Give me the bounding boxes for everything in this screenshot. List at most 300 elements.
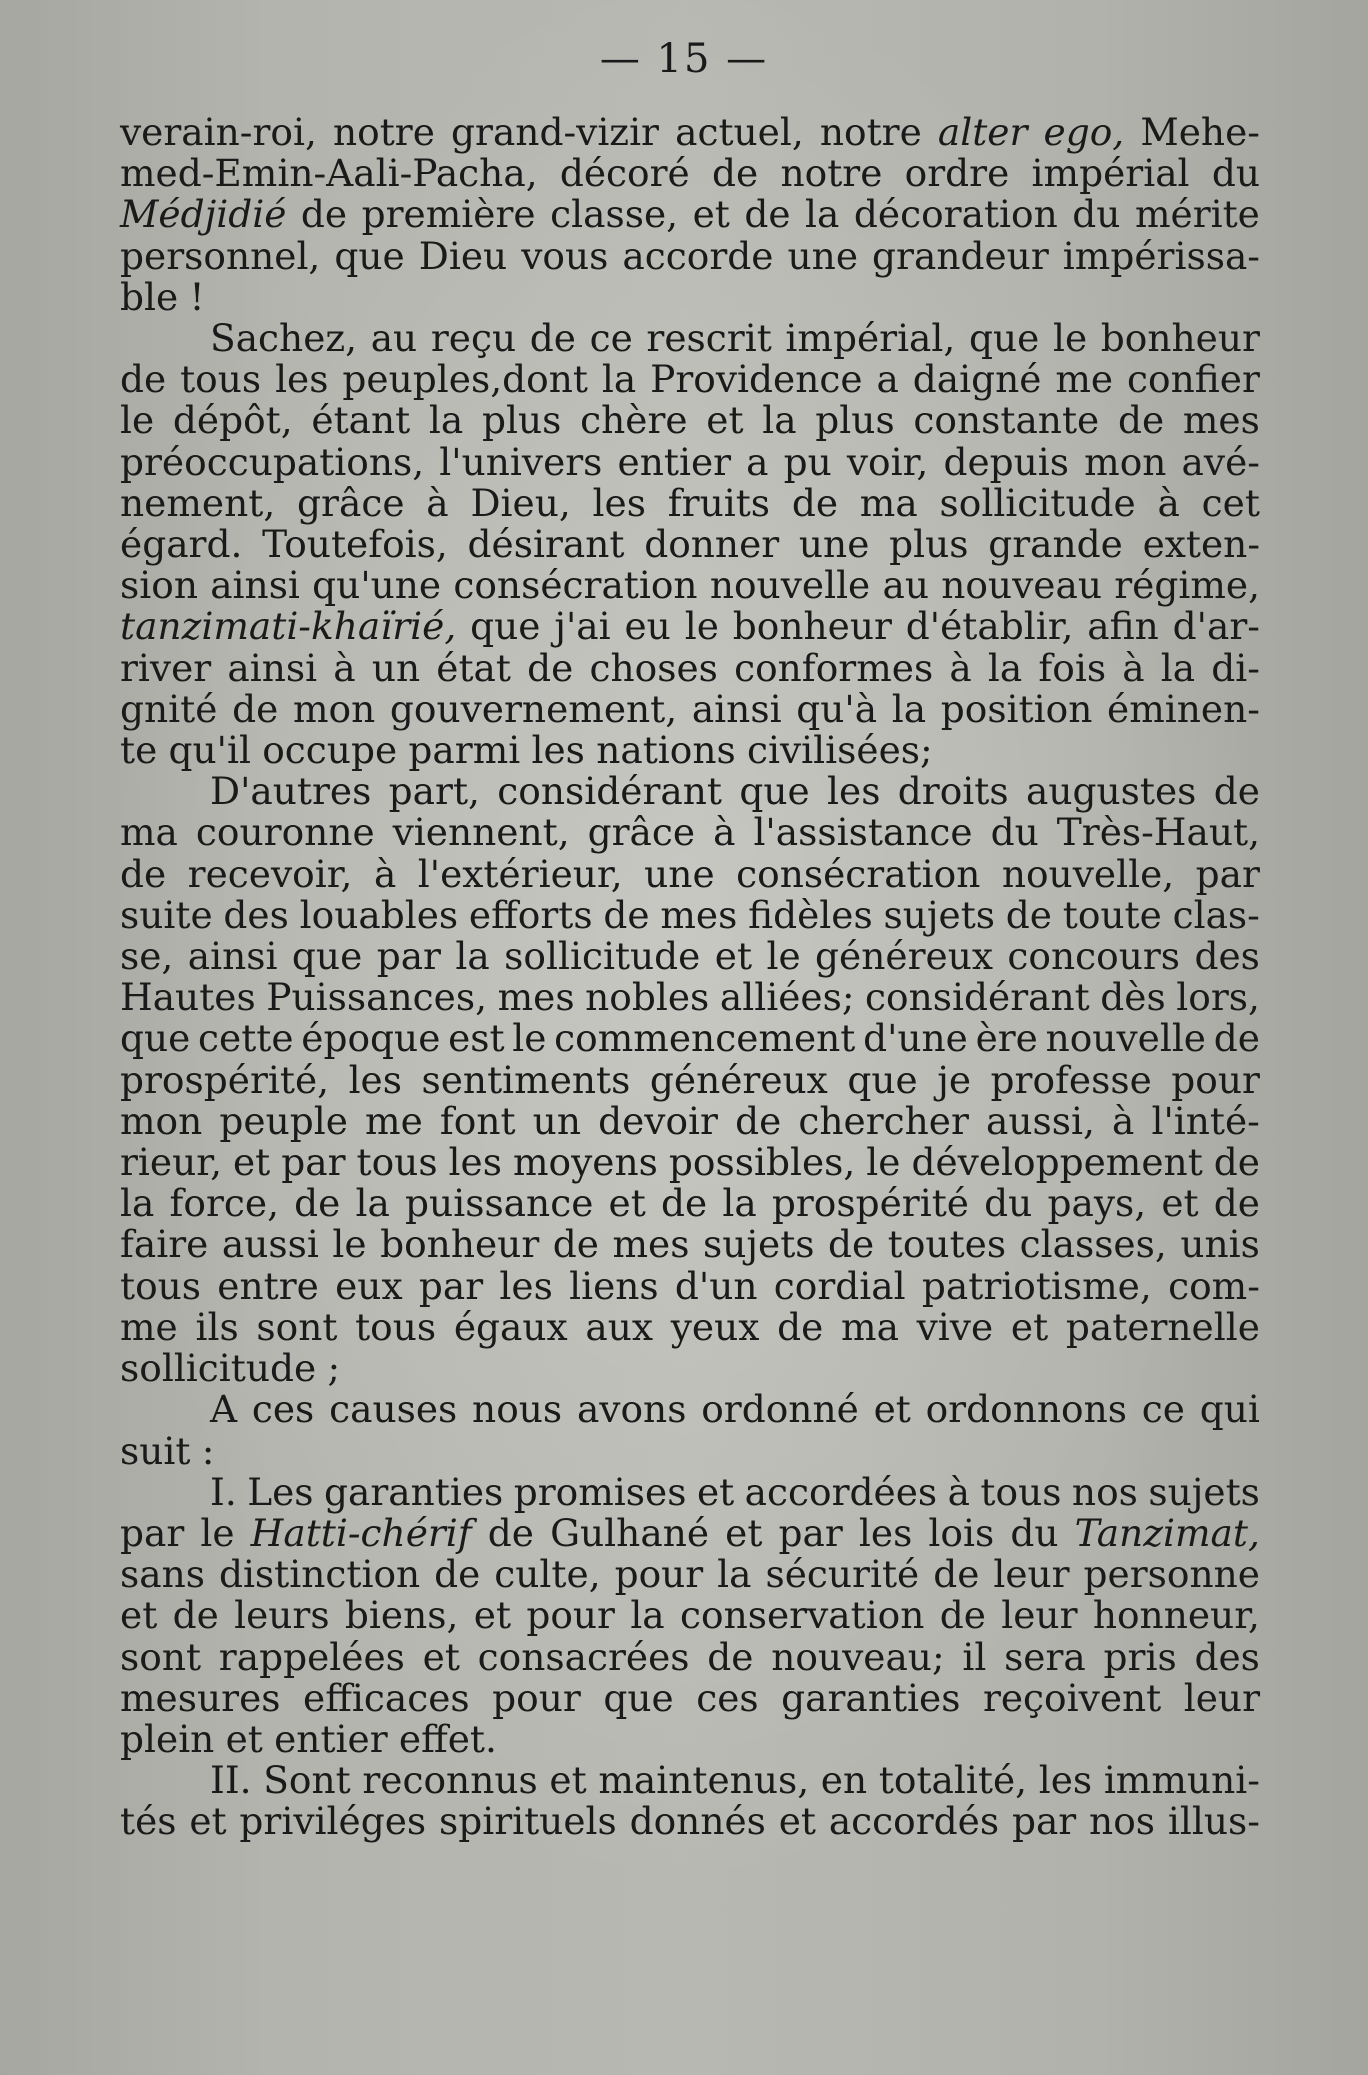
word: lors,	[1176, 975, 1260, 1020]
word: A	[210, 1387, 238, 1432]
word: Hautes	[120, 975, 256, 1020]
word: le	[766, 934, 801, 979]
word: notre	[780, 151, 883, 196]
word: distinction	[218, 1552, 421, 1597]
text-line	[120, 1098, 1260, 1143]
word: eux	[335, 1263, 403, 1308]
word: ce	[1141, 1387, 1185, 1432]
word: me	[120, 1304, 178, 1349]
text-line	[120, 1183, 1260, 1224]
word: que	[120, 1016, 191, 1061]
word: de	[744, 192, 791, 237]
word: de	[120, 357, 167, 402]
word: ces	[696, 1675, 759, 1720]
text-line	[120, 274, 1260, 319]
word: !	[189, 274, 205, 319]
word: grandeur	[872, 233, 1049, 278]
word: sollicitude	[504, 934, 701, 979]
word: de	[1005, 892, 1052, 937]
word: Dieu,	[470, 480, 571, 525]
word: leur	[993, 1552, 1070, 1597]
word: ma	[859, 480, 918, 525]
word: fruits	[667, 480, 771, 525]
word: de	[300, 192, 348, 237]
word: par	[120, 1510, 185, 1555]
word: sentiments	[421, 1057, 631, 1102]
word: la	[717, 1552, 752, 1597]
word: Hatti-chérif	[250, 1510, 472, 1555]
word: honneur,	[1092, 1593, 1260, 1638]
word: grande	[988, 522, 1123, 567]
word: avons	[576, 1387, 687, 1432]
word: et	[225, 1716, 263, 1761]
word: parmi	[408, 728, 521, 773]
word: constante	[913, 398, 1100, 443]
word: eu	[624, 604, 671, 649]
word: du	[984, 1181, 1033, 1226]
word: entier	[274, 1716, 388, 1761]
word: mes	[612, 1222, 690, 1267]
word: fidèles	[748, 892, 873, 937]
word: personne	[1083, 1552, 1260, 1597]
text-line	[120, 524, 1260, 565]
word: préoccupations,	[120, 439, 425, 484]
word: ordonné	[701, 1387, 859, 1432]
text-line	[120, 851, 1260, 896]
word: la	[987, 645, 1023, 690]
word: afin	[1087, 604, 1159, 649]
word: accordées	[744, 1469, 938, 1514]
word: mon	[120, 1098, 203, 1143]
word: ce	[589, 316, 633, 361]
word: fois	[1038, 645, 1107, 690]
text-line	[120, 606, 1260, 647]
word: de	[939, 1593, 986, 1638]
word: daigné	[912, 357, 1042, 402]
word: chère	[580, 398, 688, 443]
word: liens	[569, 1263, 659, 1308]
word: leurs	[234, 1593, 330, 1638]
word: pour	[1171, 1057, 1260, 1102]
word: développement	[911, 1140, 1203, 1185]
word: concours	[1007, 934, 1181, 979]
word: ordre	[904, 151, 1010, 196]
word: de	[434, 1552, 481, 1597]
word: gouvernement,	[389, 686, 678, 731]
text-line	[120, 1389, 1260, 1430]
word: considérant	[497, 769, 722, 814]
word: j'ai	[554, 604, 611, 649]
word: pour	[614, 1552, 704, 1597]
word: lois	[928, 1510, 995, 1555]
word: devoir	[598, 1098, 718, 1143]
word: totalité,	[878, 1758, 1028, 1803]
word: d'un	[674, 1263, 758, 1308]
word: désirant	[467, 522, 625, 567]
word: ils	[195, 1304, 239, 1349]
word: qu'à	[796, 686, 878, 731]
word: II.	[210, 1758, 252, 1803]
text-line	[120, 565, 1260, 606]
word: ordonnons	[925, 1387, 1127, 1432]
word: la	[891, 686, 927, 731]
word: du	[1010, 1510, 1059, 1555]
word: la	[1160, 645, 1196, 690]
word: pays,	[1047, 1181, 1147, 1226]
word: garanties	[323, 1469, 504, 1514]
word: biens,	[344, 1593, 459, 1638]
word: pour	[526, 1593, 615, 1638]
word: med-Emin-Aali-Pacha,	[120, 151, 538, 196]
word: le	[866, 1140, 901, 1185]
word: impérial,	[785, 316, 956, 361]
word: de	[294, 1181, 341, 1226]
text-line	[120, 1142, 1260, 1183]
word: la	[355, 1181, 390, 1226]
word: louables	[299, 892, 459, 937]
word: nement,	[120, 480, 276, 525]
word: ma	[120, 810, 178, 855]
word: à	[373, 851, 397, 896]
word: l'univers	[439, 439, 603, 484]
word: que	[291, 934, 363, 979]
word: river	[120, 645, 212, 690]
text-line	[120, 153, 1260, 194]
word: toutes	[887, 1222, 1007, 1267]
word: égard.	[120, 522, 243, 567]
word: généreux	[815, 934, 994, 979]
word: que	[603, 1675, 674, 1720]
word: plus	[815, 398, 895, 443]
word: de	[791, 480, 839, 525]
word: de	[777, 1304, 824, 1349]
word: généreux	[649, 1057, 828, 1102]
word: garanties	[781, 1675, 961, 1720]
word: me	[365, 1098, 423, 1143]
word: dépôt,	[172, 398, 293, 443]
word: droits	[897, 769, 1009, 814]
text-line	[120, 194, 1260, 235]
word: de	[1117, 398, 1165, 443]
word: consacrées	[477, 1634, 690, 1679]
word: cordial	[773, 1263, 906, 1308]
word: Toutefois,	[262, 522, 448, 567]
word: à	[1122, 645, 1145, 690]
word: sans	[120, 1552, 205, 1597]
word: ces	[251, 1387, 315, 1432]
word: reconnus	[362, 1758, 538, 1803]
word: de	[933, 1552, 980, 1597]
text-line	[120, 1595, 1260, 1636]
word: sujets	[883, 892, 996, 937]
word: tous	[180, 357, 262, 402]
word: à	[426, 480, 449, 525]
word: accorde	[622, 233, 774, 278]
word: grâce	[297, 480, 405, 525]
word: causes	[329, 1387, 458, 1432]
text-line	[120, 318, 1260, 359]
word: nouvelle	[709, 563, 871, 608]
text-line	[120, 1348, 1260, 1389]
word: com-	[1168, 1263, 1260, 1308]
word: donner	[644, 522, 780, 567]
word: par	[1011, 1799, 1077, 1844]
word: conformes	[734, 645, 934, 690]
word: nous	[472, 1387, 563, 1432]
word: Très-Haut,	[1056, 810, 1260, 855]
word: et	[1161, 1181, 1199, 1226]
word: sollicitude	[939, 480, 1136, 525]
word: de	[1213, 1140, 1260, 1185]
word: suite	[120, 892, 213, 937]
word: ainsi	[210, 563, 300, 608]
text-line	[120, 892, 1260, 937]
page-number: — 15 —	[599, 36, 769, 82]
word: rieur,	[120, 1140, 222, 1185]
word: patriotisme,	[921, 1263, 1152, 1308]
word: sujets	[1148, 1469, 1260, 1514]
word: et	[473, 1593, 512, 1638]
text-line	[120, 112, 1260, 153]
word: à	[333, 645, 356, 690]
word: ble	[120, 274, 179, 319]
word: que	[847, 1057, 918, 1102]
word: de	[707, 1634, 754, 1679]
word: me	[1055, 357, 1114, 402]
text-line	[120, 1263, 1260, 1308]
word: au	[882, 563, 929, 608]
word: à	[1112, 1098, 1135, 1143]
word: première	[361, 192, 536, 237]
word: la	[428, 398, 464, 443]
word: Dieu	[418, 233, 508, 278]
word: pris	[1103, 1634, 1177, 1679]
word: et	[692, 192, 730, 237]
word: plus	[889, 522, 969, 567]
word: avé-	[1181, 439, 1260, 484]
word: les	[275, 357, 329, 402]
word: de	[735, 1098, 782, 1143]
word: part,	[388, 769, 480, 814]
word: :	[201, 1428, 215, 1473]
word: nos	[1089, 1799, 1156, 1844]
word: des	[1194, 934, 1260, 979]
text-line	[120, 1554, 1260, 1595]
word: une	[798, 522, 870, 567]
body-text	[120, 112, 1260, 1843]
word: à	[713, 810, 736, 855]
word: paternelle	[1065, 1304, 1260, 1349]
word: époque	[301, 1016, 441, 1061]
word: les	[858, 1510, 913, 1555]
word: aux	[585, 1304, 654, 1349]
word: la	[722, 1181, 757, 1226]
word: la	[120, 1181, 155, 1226]
word: grand-vizir	[451, 110, 659, 154]
text-line	[120, 359, 1260, 400]
word: de	[712, 151, 759, 196]
word: une	[644, 851, 715, 896]
word: I.	[210, 1469, 237, 1514]
word: sion	[120, 563, 198, 608]
word: mes	[660, 892, 738, 937]
text-line	[120, 1716, 1260, 1761]
word: alliées;	[719, 975, 855, 1020]
word: spirituels	[438, 1799, 617, 1844]
word: de	[527, 645, 574, 690]
word: yeux	[670, 1304, 760, 1349]
word: recevoir,	[187, 851, 353, 896]
word: Sachez,	[210, 316, 358, 361]
word: de	[552, 1222, 599, 1267]
word: étant	[311, 398, 411, 443]
word: au	[370, 316, 418, 361]
word: le	[684, 604, 719, 649]
word: et	[608, 1181, 646, 1226]
word: Médjidié	[120, 192, 287, 237]
word: et	[232, 1140, 271, 1185]
word: rappelées	[218, 1634, 405, 1679]
word: viennent,	[392, 810, 570, 855]
word: par	[418, 1263, 484, 1308]
word: clas-	[1172, 892, 1260, 937]
text-line	[120, 480, 1260, 525]
word: peuples,dont	[342, 357, 588, 402]
text-line	[120, 977, 1260, 1018]
word: gnité	[120, 686, 218, 731]
word: classes,	[1019, 1222, 1167, 1267]
text-line	[120, 730, 1260, 771]
word: commencement	[554, 1016, 856, 1061]
word: nobles	[585, 975, 710, 1020]
word: personnel,	[120, 233, 321, 278]
word: à	[949, 645, 972, 690]
word: de	[232, 686, 279, 731]
word: que	[334, 233, 405, 278]
text-line	[120, 686, 1260, 731]
word: Gulhané	[550, 1510, 710, 1555]
text-line	[120, 645, 1260, 690]
word: force,	[169, 1181, 280, 1226]
text-line	[120, 1634, 1260, 1679]
word: d'une	[863, 1016, 968, 1061]
word: nouveau	[941, 563, 1102, 608]
word: et	[714, 934, 753, 979]
word: et	[1010, 1304, 1049, 1349]
word: sont	[120, 1634, 202, 1679]
word: voir,	[846, 439, 929, 484]
word: cet	[1201, 480, 1260, 525]
word: de	[1213, 769, 1260, 814]
word: couronne	[195, 810, 375, 855]
word: reçu	[430, 316, 517, 361]
text-line	[120, 1760, 1260, 1801]
word: de	[120, 851, 167, 896]
word: et	[873, 1387, 911, 1432]
word: vous	[521, 233, 609, 278]
word: des	[1194, 1634, 1260, 1679]
word: l'inté-	[1151, 1098, 1260, 1143]
word: et	[696, 1469, 735, 1514]
word: par	[376, 934, 441, 979]
word: suit	[120, 1428, 191, 1473]
word: exten-	[1142, 522, 1260, 567]
word: et	[778, 1799, 816, 1844]
word: reçoivent	[982, 1675, 1162, 1720]
word: effet.	[398, 1716, 497, 1761]
word: puissance	[405, 1181, 594, 1226]
word: considérant	[865, 975, 1090, 1020]
word: et	[549, 1758, 587, 1803]
word: la	[762, 398, 797, 443]
word: alter	[937, 110, 1028, 154]
word: a	[746, 439, 769, 484]
word: possibles,	[668, 1140, 856, 1185]
word: culte,	[494, 1552, 601, 1597]
word: mesures	[120, 1675, 281, 1720]
word: par	[778, 1510, 843, 1555]
word: d'ar-	[1172, 604, 1260, 649]
text-line	[120, 233, 1260, 278]
word: un	[532, 1098, 581, 1143]
word: et	[189, 1799, 227, 1844]
text-line	[120, 439, 1260, 484]
word: vive	[916, 1304, 994, 1349]
word: par	[1195, 851, 1260, 896]
word: de	[172, 1593, 219, 1638]
word: il	[962, 1634, 987, 1679]
word: se,	[120, 934, 174, 979]
word: tous	[120, 1263, 202, 1308]
word: nouvelle,	[1001, 851, 1175, 896]
word: efficaces	[303, 1675, 470, 1720]
word: de	[828, 1222, 875, 1267]
word: que	[739, 769, 810, 814]
word: ainsi	[227, 645, 318, 690]
word: consécration	[453, 563, 698, 608]
word: augustes	[1025, 769, 1197, 814]
word: sollicitude	[120, 1346, 317, 1391]
word: qu'une	[312, 563, 442, 608]
word: et	[422, 1634, 460, 1679]
word: bonheur	[1100, 316, 1260, 361]
word: Les	[247, 1469, 314, 1514]
word: les	[348, 1057, 402, 1102]
word: verain-roi,	[120, 110, 317, 154]
word: l'extérieur,	[417, 851, 623, 896]
word: les	[499, 1263, 553, 1308]
text-line	[120, 400, 1260, 441]
word: à	[1157, 480, 1180, 525]
word: peuple	[219, 1098, 348, 1143]
word: de	[1213, 1016, 1260, 1061]
text-line	[120, 936, 1260, 977]
word: à	[947, 1469, 970, 1514]
word: par	[281, 1140, 346, 1185]
word: entier	[617, 439, 732, 484]
word: plein	[120, 1716, 215, 1761]
word: ego,	[1043, 110, 1125, 154]
word: du	[1072, 192, 1121, 237]
word: ainsi	[691, 686, 782, 731]
word: décoration	[853, 192, 1058, 237]
word: conservation	[679, 1593, 925, 1638]
word: tanzimati-khaïrié,	[120, 604, 457, 649]
word: les	[448, 1140, 502, 1185]
word: classe,	[550, 192, 679, 237]
word: chercher	[798, 1098, 969, 1143]
word: que	[968, 316, 1040, 361]
